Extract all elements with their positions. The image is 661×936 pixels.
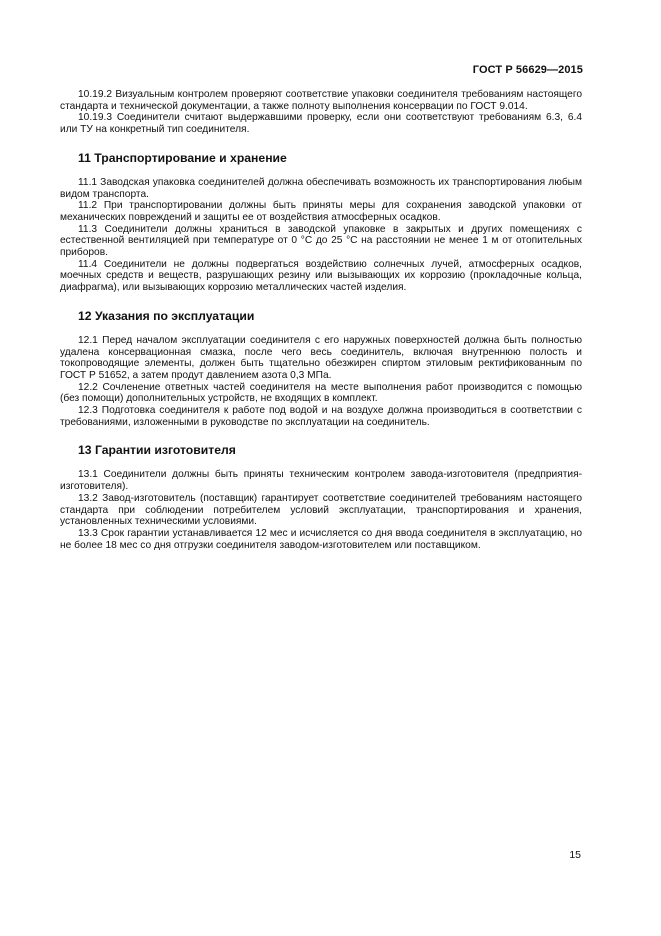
paragraph-13-1: 13.1 Соединители должны быть приняты техническим контролем завода-изготовителя (предприятия-изготовителя). [60, 469, 582, 493]
paragraph-11-1: 11.1 Заводская упаковка соединителей должна обеспечивать возможность их транспортирования любым видом транспорта. [60, 176, 582, 200]
paragraph-11-4: 11.4 Соединители не должны подвергаться воздействию солнечных лучей, атмосферных осадков, моечных средств и веществ, разрушающих резину или вызывающих их коррозию (прокладочные кольца, диафрагма), или вызывающих коррозию металлических частей изделия. [60, 258, 582, 294]
paragraph-13-2: 13.2 Завод-изготовитель (поставщик) гарантирует соответствие соединителей требованиям настоящего стандарта при соблюдении потребителем условий эксплуатации, транспортирования и хранения, установленных техническими условиями. [60, 492, 582, 528]
paragraph-11-3: 11.3 Соединители должны храниться в заводской упаковке в закрытых и других помещениях с естественной вентиляцией при температуре от 0 °С до 25 °С на расстоянии не менее 1 м от отопительных приборов. [60, 223, 582, 259]
paragraph-10-19-2: 10.19.2 Визуальным контролем проверяют соответствие упаковки соединителя требованиям настоящего стандарта и технической документации, а также полноту выполнения консервации по ГОСТ 9.014. [60, 89, 582, 112]
standard-code: ГОСТ Р 56629—2015 [472, 64, 583, 76]
paragraph-12-3: 12.3 Подготовка соединителя к работе под водой и на воздухе должна производиться в соответствии с требованиями, изложенными в руководстве по эксплуатации на соединитель. [60, 405, 582, 428]
paragraph-11-2: 11.2 При транспортировании должны быть приняты меры для сохранения заводской упаковки от механических повреждений и защиты ее от воздействия атмосферных осадков. [60, 200, 582, 223]
paragraph-12-1: 12.1 Перед началом эксплуатации соединителя с его наружных поверхностей должна быть полностью удалена консервационная смазка, после чего весь соединитель, включая внутреннюю полость и токопроводящие элементы, должен быть тщательно обезжирен спиртом этиловым ректификованным по ГОСТ Р 51652, а затем продут давлением азота 0,3 МПа. [60, 334, 582, 381]
paragraph-12-2: 12.2 Сочленение ответных частей соединителя на месте выполнения работ производится с помощью (без помощи) дополнительных устройств, не входящих в комплект. [60, 381, 582, 405]
document-body [60, 89, 582, 551]
page-number: 15 [569, 849, 581, 861]
section-11-heading: 11 Транспортирование и хранение [78, 150, 287, 165]
section-13-heading: 13 Гарантии изготовителя [78, 443, 236, 458]
section-12-heading: 12 Указания по эксплуатации [78, 308, 255, 323]
paragraph-13-3: 13.3 Срок гарантии устанавливается 12 мес и исчисляется со дня ввода соединителя в эксплуатацию, но не более 18 мес со дня отгрузки соединителя заводом-изготовителем или поставщиком. [60, 527, 582, 551]
paragraph-10-19-3: 10.19.3 Соединители считают выдержавшими проверку, если они соответствуют требованиям 6.3, 6.4 или ТУ на конкретный тип соединителя. [60, 112, 582, 136]
